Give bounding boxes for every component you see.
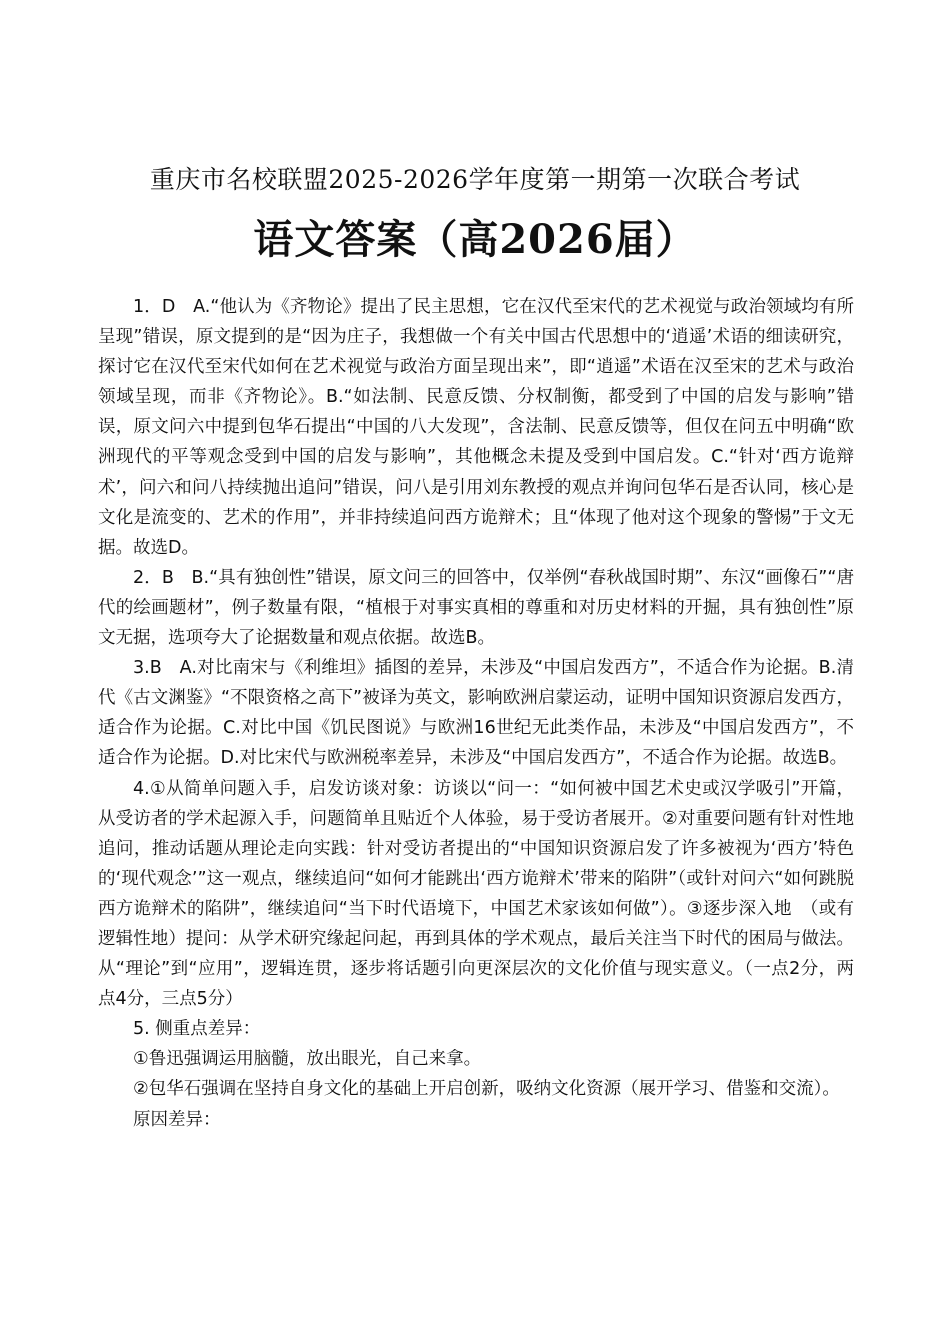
answer-4: 4.①从简单问题入手，启发访谈对象：访谈以“问一：“如何被中国艺术史或汉学吸引”开篇，从受访者的学术起源入手，问题简单且贴近个人体验，易于受访者展开。②对重要问题有针对性地追问，推动话题从理论走向实践：针对受访者提出的“中国知识资源启发了许多被视为‘西方’特色的‘现代观念’”这一观点，继续追问“如何才能跳出‘西方诡辩术’带来的陷阱”（或针对问六“如何跳脱西方诡辩术的陷阱”，继续追问“当下时代语境下，中国艺术家该如何做”）。③逐步深入地 （或有逻辑性地）提问：从学术研究缘起问起，再到具体的学术观点，最后关注当下时代的困局与做法。从“理论”到“应用”，逻辑连贯，逐步将话题引向更深层次的文化价值与现实意义。（一点2分，两点4分，三点5分） [98,778,854,1010]
answer-5-point-1: ①鲁迅强调运用脑髓，放出眼光，自己来拿。 [133,1049,482,1070]
answer-3: 3.B A.对比南宋与《利维坦》插图的差异，未涉及“中国启发西方”，不适合作为论据。B.清代《古文渊鉴》“不限资格之高下”被译为英文，影响欧洲启蒙运动，证明中国知识资源启发西方，适合作为论据。C.对比中国《饥民图说》与欧洲16世纪无此类作品，未涉及“中国启发西方”，不适合作为论据。D.对比宋代与欧洲税率差异，未涉及“中国启发西方”，不适合作为论据。故选B。 [98,658,854,769]
answer-5-heading: 5. 侧重点差异： [133,1019,261,1040]
exam-title: 重庆市名校联盟2025-2026学年度第一期第一次联合考试 [149,165,801,194]
answer-1: 1．D A.“他认为《齐物论》提出了民主思想，它在汉代至宋代的艺术视觉与政治领域均有所呈现”错误，原文提到的是“因为庄子，我想做一个有关中国古代思想中的‘逍遥’术语的细读研究，探讨它在汉代至宋代如何在艺术视觉与政治方面呈现出来”，即“逍遥”术语在汉至宋的艺术与政治领域呈现，而非《齐物论》。B.“如法制、民意反馈、分权制衡，都受到了中国的启发与影响”错误，原文问六中提到包华石提出“中国的八大发现”，含法制、民意反馈等，但仅在问五中明确“欧洲现代的平等观念受到中国的启发与影响”，其他概念未提及受到中国启发。C.“针对‘西方诡辩术’，问六和问八持续抛出追问”错误，问八是引用刘东教授的观点并询问包华石是否认同，核心是文化是流变的、艺术的作用”，并非持续追问西方诡辩术；且“体现了他对这个现象的警惕”于文无据。故选D。 [98,297,854,558]
answer-5-reason-heading: 原因差异： [133,1109,221,1130]
answer-5-point-2: ②包华石强调在坚持自身文化的基础上开启创新，吸纳文化资源（展开学习、借鉴和交流）。 [133,1079,840,1100]
answer-2: 2．B B.“具有独创性”错误，原文问三的回答中，仅举例“春秋战国时期”、东汉“画像石”“唐代的绘画题材”，例子数量有限，“植根于对事实真相的尊重和对历史材料的开掘，具有独创性”原文无据，选项夸大了论据数量和观点依据。故选B。 [98,567,854,649]
document-title: 语文答案（高2026届） [253,216,697,263]
answer-body [98,292,854,1135]
